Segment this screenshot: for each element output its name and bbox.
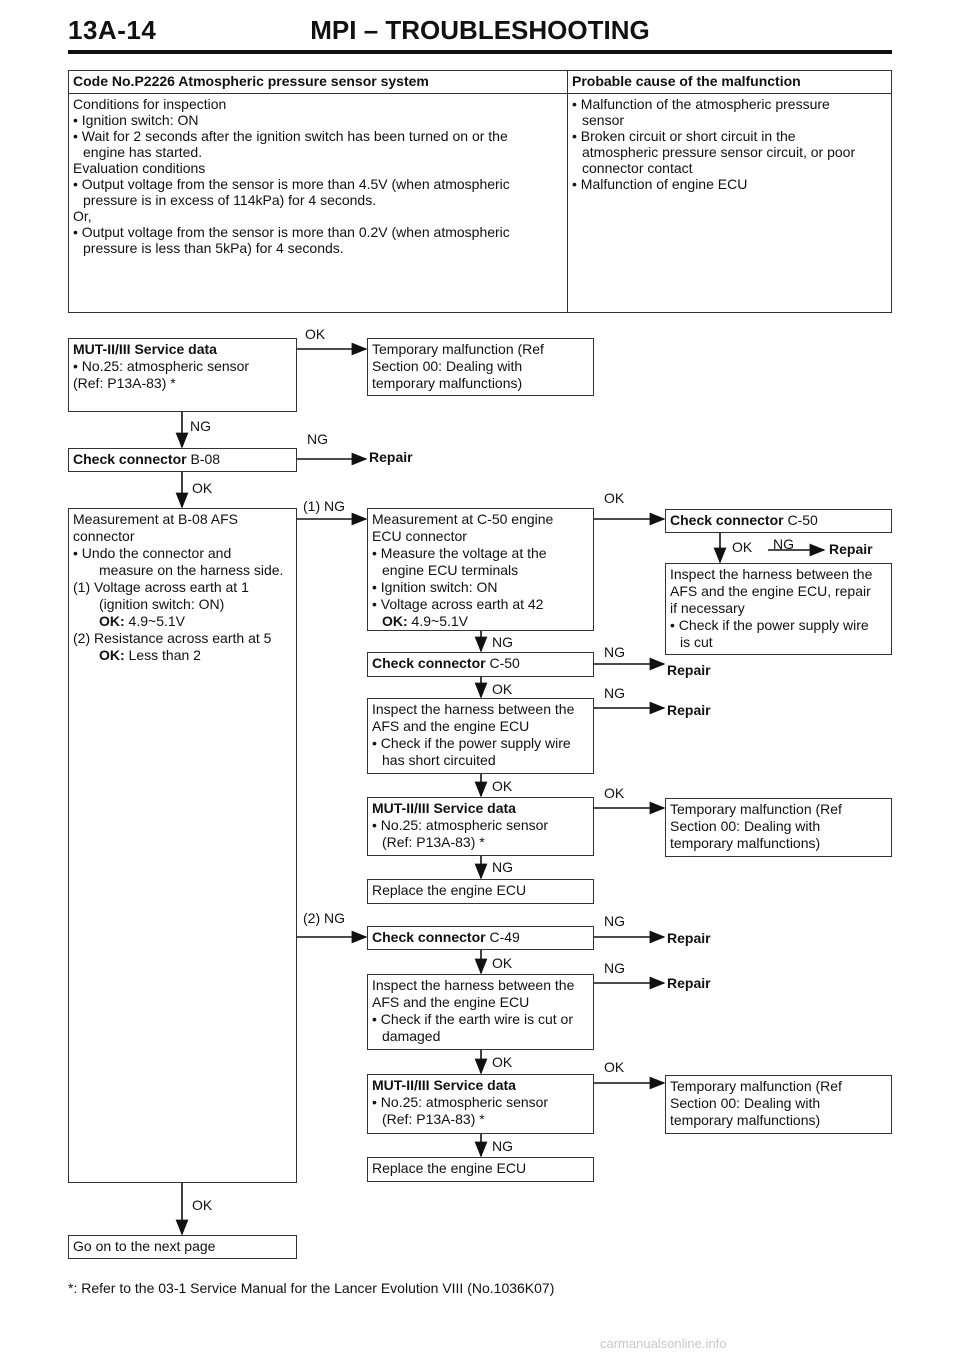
footnote: *: Refer to the 03-1 Service Manual for the Lancer Evolution VIII (No.1036K07) [68, 1280, 555, 1296]
box-line: Inspect the harness between the [670, 566, 873, 582]
box-title: MUT-II/III Service data [372, 800, 516, 816]
inspect-harness-short-box [367, 698, 594, 774]
box-title: Check connector [372, 929, 486, 945]
measurement-c50-box [367, 508, 594, 631]
ok-label: OK: [99, 613, 125, 629]
box-line: Inspect the harness between the [372, 977, 575, 993]
box-line: • Ignition switch: ON [372, 579, 498, 595]
connector-code: C-50 [783, 512, 818, 528]
condition-line: • Ignition switch: ON [73, 112, 199, 128]
cause-line: sensor [582, 112, 625, 128]
box-line [372, 613, 589, 630]
repair-label: Repair [667, 702, 711, 718]
box-line: Measurement at C-50 engine [372, 511, 554, 527]
cause-line: connector contact [582, 160, 693, 176]
box-line: • Check if the earth wire is cut or [372, 1011, 573, 1027]
page-number: 13A-14 [68, 15, 157, 45]
ok-branch-label: OK [192, 480, 213, 496]
connector-code: C-50 [485, 655, 520, 671]
condition-line: Or, [73, 208, 92, 224]
repair-label: Repair [829, 541, 873, 557]
cause-line: • Malfunction of engine ECU [572, 176, 748, 192]
cause-header: Probable cause of the malfunction [568, 71, 892, 94]
box-line: (1) Voltage across earth at 1 [73, 579, 249, 595]
box-line: Go on to the next page [73, 1238, 216, 1254]
condition-line: Conditions for inspection [73, 96, 227, 112]
cause-line: • Malfunction of the atmospheric pressure [572, 96, 830, 112]
ng-branch-label: NG [773, 536, 794, 552]
box-line: Inspect the harness between the [372, 701, 575, 717]
ng-branch-label: NG [604, 960, 625, 976]
box-line: Temporary malfunction (Ref [670, 1078, 842, 1094]
box-line: is cut [680, 634, 713, 650]
replace-ecu-box-2 [367, 1157, 594, 1182]
repair-label: Repair [369, 449, 413, 465]
box-line: Measurement at B-08 AFS [73, 511, 238, 527]
ok-branch-label: OK [604, 1059, 625, 1075]
box-line: Replace the engine ECU [372, 882, 527, 898]
watermark: carmanualsonline.info [600, 1336, 727, 1351]
replace-ecu-box-1 [367, 879, 594, 904]
box-line: • Check if the power supply wire [372, 735, 571, 751]
box-line: measure on the harness side. [99, 562, 284, 578]
cause-line: atmospheric pressure sensor circuit, or poor [582, 144, 856, 160]
condition-line: pressure is less than 5kPa) for 4 seconds. [83, 240, 344, 256]
box-title: Check connector [73, 451, 187, 467]
check-connector-c49-box [367, 926, 594, 950]
ng1-branch-label: (1) NG [303, 498, 345, 514]
mut-service-data-box-2 [367, 797, 594, 856]
box-line: • No.25: atmospheric sensor [372, 817, 549, 833]
box-line: engine ECU terminals [382, 562, 519, 578]
box-line: Section 00: Dealing with [372, 358, 523, 374]
box-title: MUT-II/III Service data [372, 1077, 516, 1093]
box-line: has short circuited [382, 752, 496, 768]
next-page-box [68, 1235, 297, 1259]
ok-branch-label: OK [604, 785, 625, 801]
box-title: MUT-II/III Service data [73, 341, 217, 357]
box-line: damaged [382, 1028, 441, 1044]
box-line: (ignition switch: ON) [99, 596, 225, 612]
ok-value: 4.9~5.1V [124, 613, 185, 629]
ng-branch-label: NG [492, 634, 513, 650]
box-line: (2) Resistance across earth at 5 [73, 630, 272, 646]
ok-branch-label: OK [732, 539, 753, 555]
connector-code: C-49 [485, 929, 520, 945]
box-line: connector [73, 528, 135, 544]
box-line: temporary malfunctions) [372, 375, 523, 391]
box-line: AFS and the engine ECU, repair [670, 583, 871, 599]
ok-label: OK: [99, 647, 125, 663]
box-line: Section 00: Dealing with [670, 1095, 821, 1111]
repair-label: Repair [667, 662, 711, 678]
box-line: AFS and the engine ECU [372, 994, 530, 1010]
repair-label: Repair [667, 930, 711, 946]
ok-value: Less than 2 [124, 647, 201, 663]
connector-code: B-08 [186, 451, 221, 467]
box-line [73, 613, 292, 630]
ok-branch-label: OK [604, 490, 625, 506]
ok-branch-label: OK [492, 778, 513, 794]
box-line: ECU connector [372, 528, 467, 544]
box-line: temporary malfunctions) [670, 1112, 821, 1128]
box-line: (Ref: P13A-83) * [73, 375, 176, 391]
box-line: • Measure the voltage at the [372, 545, 547, 561]
box-line: Section 00: Dealing with [670, 818, 821, 834]
box-line: • Check if the power supply wire [670, 617, 869, 633]
mut-service-data-box-1 [68, 338, 297, 412]
cause-line: • Broken circuit or short circuit in the [572, 128, 796, 144]
box-line: Temporary malfunction (Ref [670, 801, 842, 817]
box-line: temporary malfunctions) [670, 835, 821, 851]
box-line: • Voltage across earth at 42 [372, 596, 544, 612]
box-line: • No.25: atmospheric sensor [73, 358, 250, 374]
ok-branch-label: OK [492, 681, 513, 697]
condition-line: • Output voltage from the sensor is more than 0.2V (when atmospheric [73, 224, 510, 240]
ng-branch-label: NG [604, 685, 625, 701]
condition-line: Evaluation conditions [73, 160, 206, 176]
box-line: Replace the engine ECU [372, 1160, 527, 1176]
ng-branch-label: NG [307, 431, 328, 447]
box-line [73, 647, 292, 664]
box-title: Check connector [670, 512, 784, 528]
ng-branch-label: NG [604, 913, 625, 929]
inspect-harness-ecu-box [665, 563, 892, 655]
inspect-harness-earth-box [367, 974, 594, 1050]
temporary-malfunction-box-1 [367, 338, 594, 396]
condition-line: • Wait for 2 seconds after the ignition switch has been turned on or the [73, 128, 508, 144]
box-line: • Undo the connector and [73, 545, 232, 561]
code-header: Code No.P2226 Atmospheric pressure sensor system [69, 71, 568, 94]
box-line: (Ref: P13A-83) * [382, 834, 485, 850]
ng-branch-label: NG [604, 644, 625, 660]
measurement-b08-box [68, 508, 297, 1183]
ng-branch-label: NG [190, 418, 211, 434]
box-line: if necessary [670, 600, 745, 616]
ng2-branch-label: (2) NG [303, 910, 345, 926]
check-connector-c50-top-box [665, 509, 892, 533]
condition-line: pressure is in excess of 114kPa) for 4 seconds. [83, 192, 377, 208]
ok-branch-label: OK [305, 326, 326, 342]
box-line: AFS and the engine ECU [372, 718, 530, 734]
check-connector-b08-box [68, 448, 297, 472]
ok-branch-label: OK [492, 955, 513, 971]
box-title: Check connector [372, 655, 486, 671]
ok-branch-label: OK [192, 1197, 213, 1213]
ok-value: 4.9~5.1V [407, 613, 468, 629]
ok-branch-label: OK [492, 1054, 513, 1070]
repair-label: Repair [667, 975, 711, 991]
ng-branch-label: NG [492, 1138, 513, 1154]
box-line: (Ref: P13A-83) * [382, 1111, 485, 1127]
check-connector-c50-mid-box [367, 652, 594, 677]
ok-label: OK: [382, 613, 408, 629]
temporary-malfunction-box-2 [665, 798, 892, 857]
box-line: • No.25: atmospheric sensor [372, 1094, 549, 1110]
ng-branch-label: NG [492, 859, 513, 875]
temporary-malfunction-box-3 [665, 1075, 892, 1134]
condition-line: engine has started. [83, 144, 203, 160]
condition-line: • Output voltage from the sensor is more than 4.5V (when atmospheric [73, 176, 510, 192]
mut-service-data-box-3 [367, 1074, 594, 1134]
box-line: Temporary malfunction (Ref [372, 341, 544, 357]
page-title: MPI – TROUBLESHOOTING [310, 15, 650, 45]
